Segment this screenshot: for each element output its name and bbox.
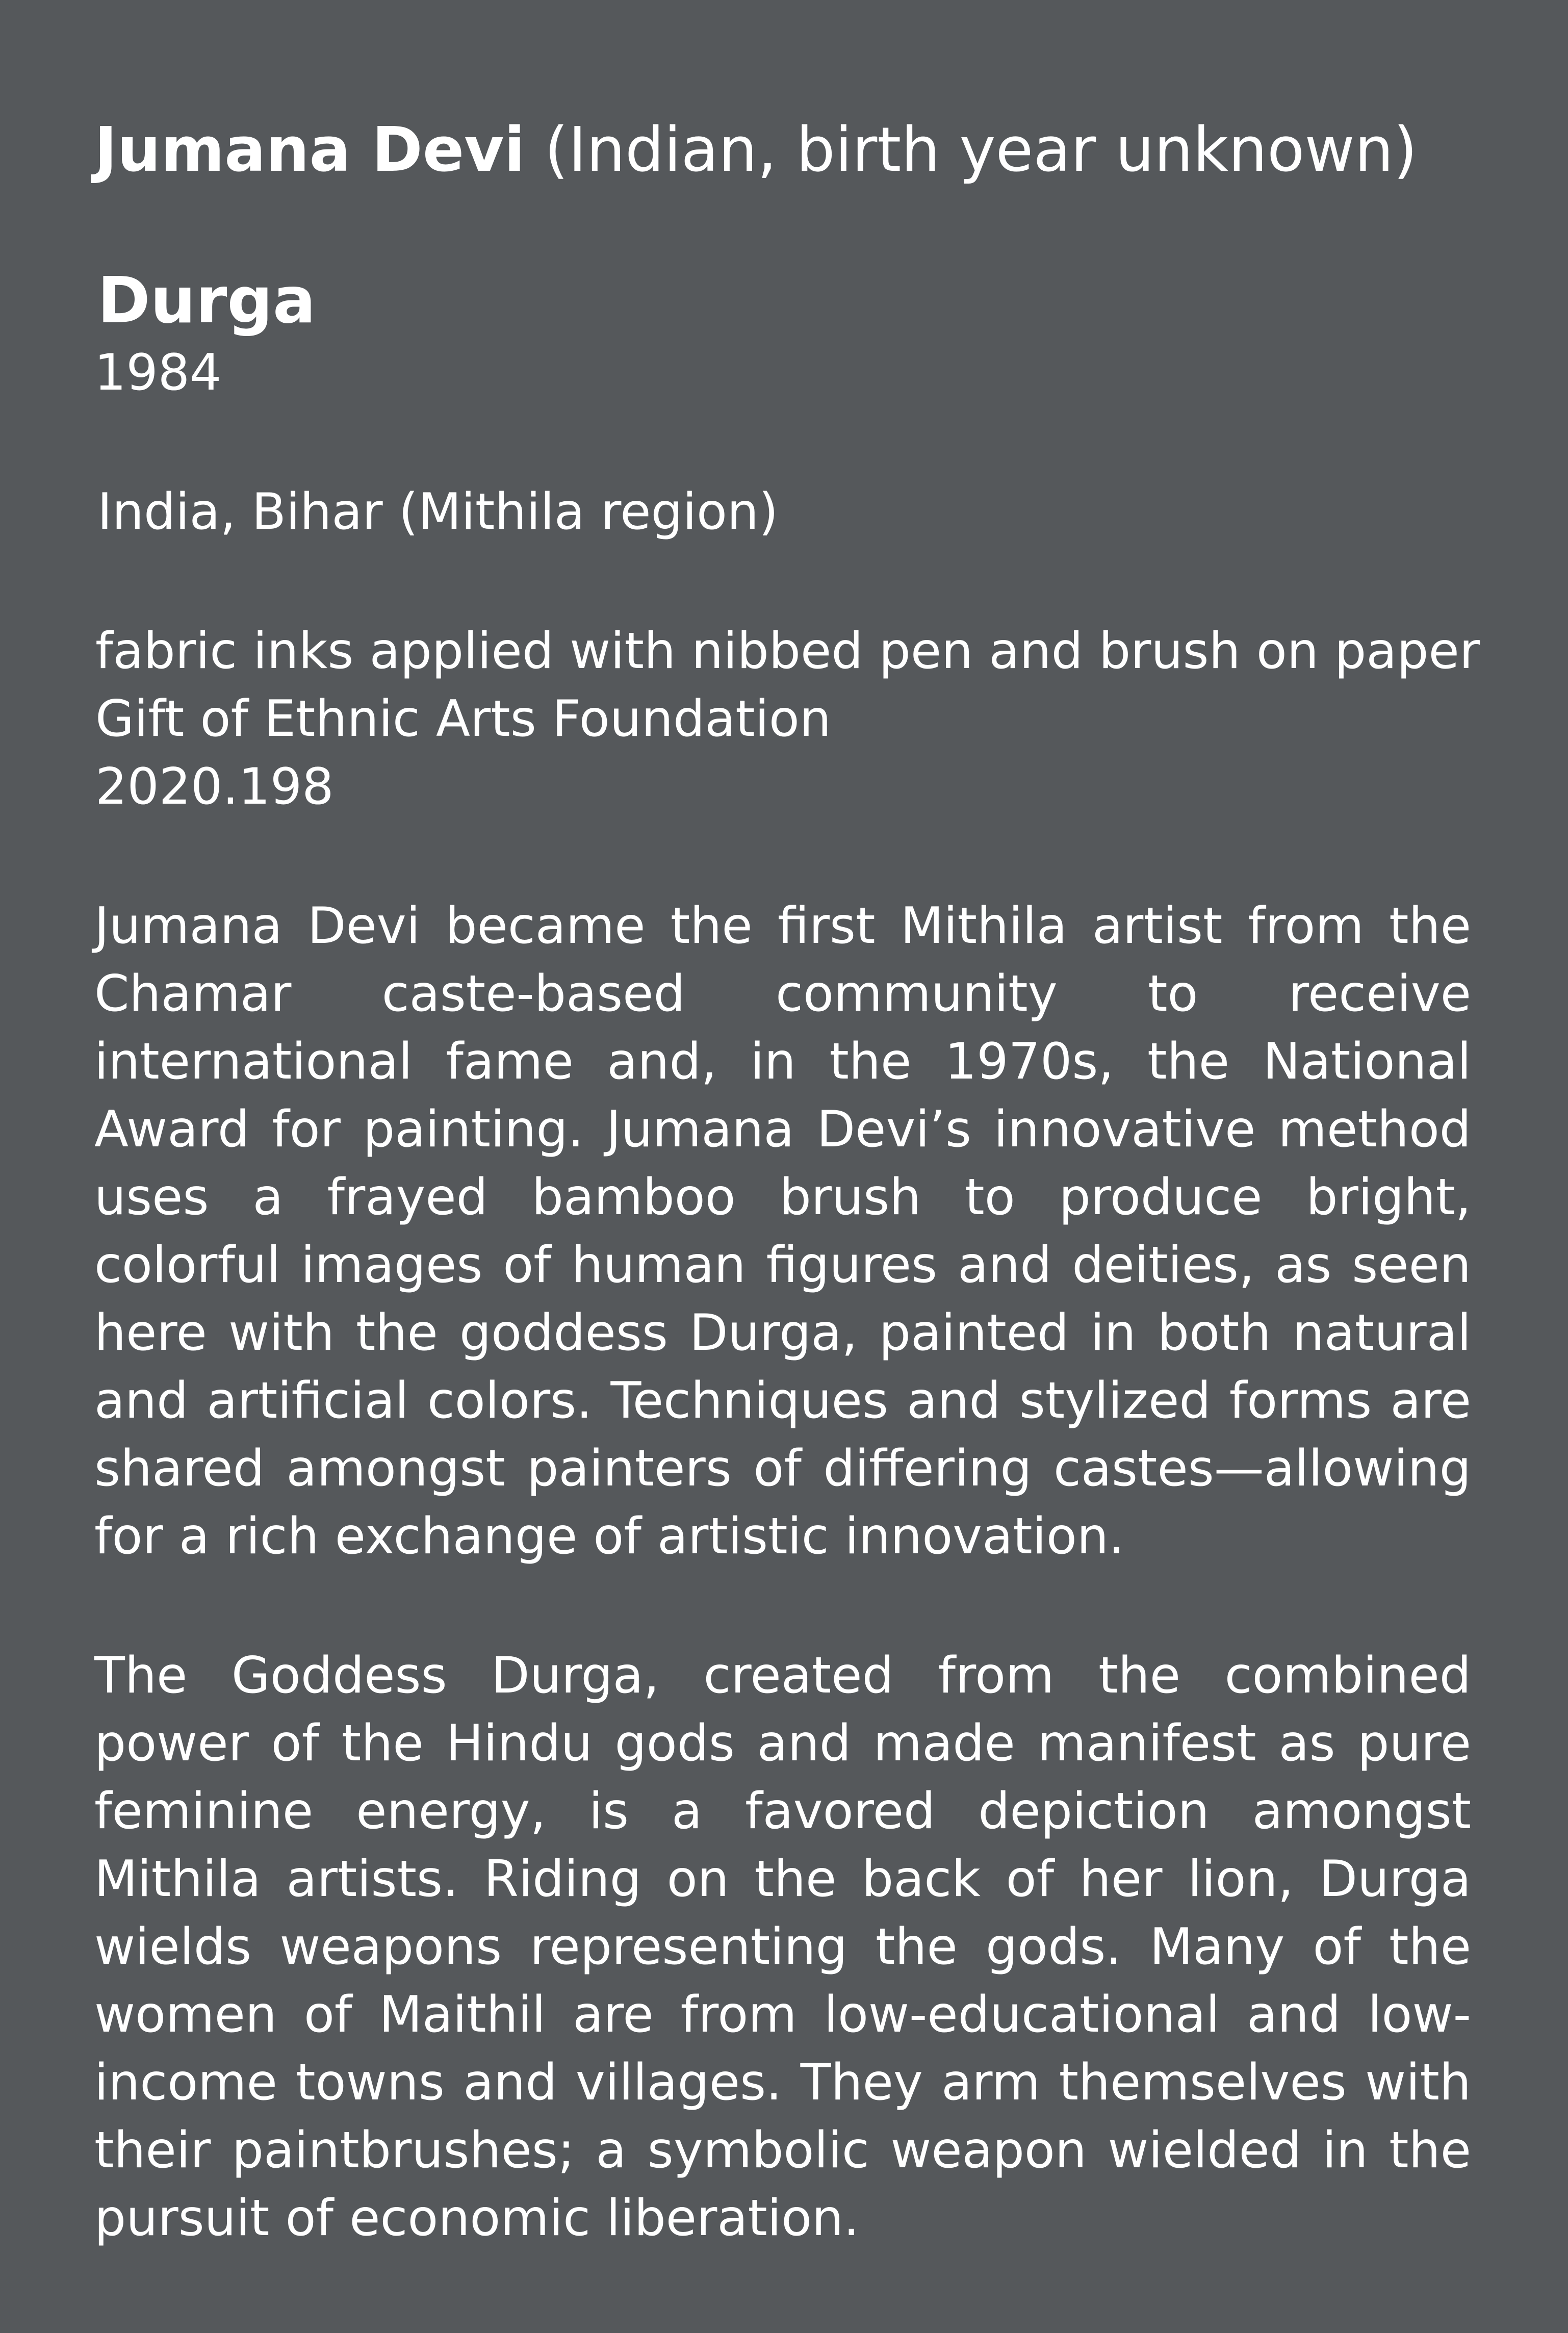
description-paragraph-2: The Goddess Durga, created from the combined power of the Hindu gods and made manifest as pure feminine energy, is a favored depiction amongst Mithila artists. Riding on the back of her lion, Durga wields weapons representing the gods. Many of the women of Maithil are from low-educational and low-income towns and villages. They arm themselves with their paintbrushes; a symbolic weapon wielded in the pursuit of economic liberation. (94, 1647, 1471, 2247)
artwork-title: Durga (97, 264, 316, 338)
artwork-date: 1984 (94, 344, 222, 402)
artwork-credits (95, 618, 1480, 821)
description-paragraph-1: Jumana Devi became the first Mithila artist from the Chamar caste-based community to receive international fame and, in the 1970s, the National Award for painting. Jumana Devi’s innovative method uses a frayed bamboo brush to produce bright, colorful images of human figures and deities, as seen here with the goddess Durga, painted in both natural and artificial colors. Techniques and stylized forms are shared amongst painters of differing castes—allowing for a rich exchange of artistic innovation. (94, 897, 1471, 1566)
artwork-credit-line: Gift of Ethnic Arts Foundation (95, 690, 831, 748)
artwork-medium: fabric inks applied with nibbed pen and brush on paper (95, 622, 1480, 680)
artist-line (94, 112, 1471, 189)
artist-nationality: (Indian, birth year unknown) (525, 115, 1418, 186)
artwork-accession-number: 2020.198 (95, 758, 334, 816)
artist-name: Jumana Devi (94, 115, 525, 186)
artwork-place: India, Bihar (Mithila region) (97, 483, 779, 541)
